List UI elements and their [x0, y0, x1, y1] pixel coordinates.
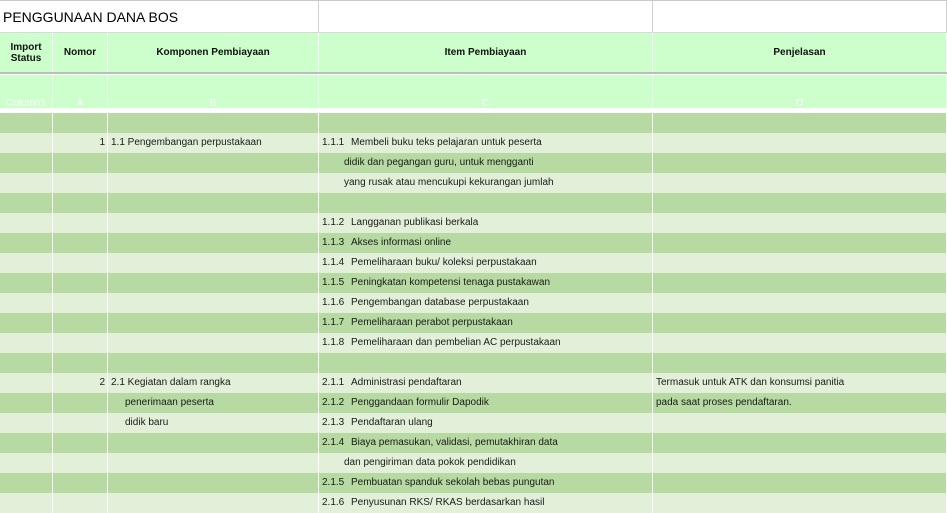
cell-item[interactable] [319, 473, 653, 493]
cell-nomor[interactable] [53, 233, 108, 253]
item-text: Langganan publikasi berkala [351, 217, 479, 228]
cell-penjelasan[interactable] [653, 333, 947, 353]
cell-penjelasan[interactable] [653, 113, 947, 133]
import-mapping-row [0, 75, 947, 108]
cell-penjelasan[interactable] [653, 433, 947, 453]
header-penjelasan[interactable]: Penjelasan [653, 33, 947, 72]
cell-import-status[interactable] [0, 333, 53, 353]
cell-item[interactable] [319, 273, 653, 293]
item-text: Pengembangan database perpustakaan [351, 297, 529, 308]
cell-komponen[interactable] [108, 313, 319, 333]
item-text: dan pengiriman data pokok pendidikan [344, 457, 516, 468]
cell-penjelasan[interactable] [653, 253, 947, 273]
komponen-text: 1.1 Pengembangan perpustakaan [111, 137, 262, 148]
item-content [322, 417, 433, 428]
cell-import-status[interactable] [0, 393, 53, 413]
cell-import-status[interactable] [0, 433, 53, 453]
item-number: 1.1.4 [322, 257, 345, 268]
header-item[interactable]: Item Pembiayaan [319, 33, 653, 72]
title-cell-empty[interactable] [653, 1, 947, 32]
cell-import-status[interactable] [0, 313, 53, 333]
cell-penjelasan[interactable] [653, 133, 947, 153]
item-text: Pembuatan spanduk sekolah bebas pungutan [351, 477, 555, 488]
cell-komponen[interactable] [108, 373, 319, 393]
cell-item[interactable] [319, 133, 653, 153]
cell-import-status[interactable] [0, 213, 53, 233]
cell-penjelasan[interactable]: Termasuk untuk ATK dan konsumsi panitia [653, 373, 947, 393]
cell-item[interactable] [319, 293, 653, 313]
table-row [0, 253, 947, 273]
item-number: 2.1.1 [322, 377, 345, 388]
item-content [322, 237, 451, 248]
item-content [322, 257, 537, 268]
header-import-status[interactable]: Import Status [0, 33, 53, 72]
table-row [0, 313, 947, 333]
table-row [0, 453, 947, 473]
table-row [0, 333, 947, 353]
cell-penjelasan[interactable] [653, 213, 947, 233]
cell-komponen[interactable] [108, 413, 319, 433]
cell-nomor[interactable] [53, 393, 108, 413]
item-number: 1.1.2 [322, 217, 345, 228]
cell-import-status[interactable] [0, 293, 53, 313]
cell-penjelasan[interactable] [653, 453, 947, 473]
table-row [0, 433, 947, 453]
cell-komponen[interactable] [108, 353, 319, 373]
cell-penjelasan[interactable] [653, 193, 947, 213]
table-row [0, 233, 947, 253]
cell-nomor[interactable] [53, 253, 108, 273]
table-row [0, 173, 947, 193]
cell-import-status[interactable] [0, 373, 53, 393]
cell-nomor[interactable] [53, 273, 108, 293]
cell-nomor[interactable] [53, 353, 108, 373]
cell-nomor[interactable] [53, 453, 108, 473]
cell-komponen[interactable] [108, 273, 319, 293]
cell-item[interactable] [319, 153, 653, 173]
cell-item[interactable] [319, 253, 653, 273]
item-number: 2.1.2 [322, 397, 345, 408]
item-number: 1.1.7 [322, 317, 345, 328]
cell-import-status[interactable] [0, 113, 53, 133]
title-cell[interactable] [0, 1, 319, 32]
cell-nomor[interactable] [53, 473, 108, 493]
item-text: Penyusunan RKS/ RKAS berdasarkan hasil [351, 497, 545, 508]
item-text: Penggandaan formulir Dapodik [351, 397, 489, 408]
cell-komponen[interactable] [108, 173, 319, 193]
import-col-d[interactable]: D [653, 75, 947, 108]
cell-komponen[interactable] [108, 113, 319, 133]
cell-nomor[interactable] [53, 153, 108, 173]
cell-import-status[interactable] [0, 253, 53, 273]
table-row [0, 133, 947, 153]
item-content [322, 157, 534, 168]
item-content [322, 277, 550, 288]
item-text: Membeli buku teks pelajaran untuk peserta [351, 137, 542, 148]
cell-nomor[interactable] [53, 333, 108, 353]
cell-import-status[interactable] [0, 353, 53, 373]
item-number: 2.1.5 [322, 477, 345, 488]
import-col-c[interactable]: C [319, 75, 653, 108]
cell-komponen[interactable] [108, 193, 319, 213]
cell-item[interactable] [319, 393, 653, 413]
cell-import-status[interactable] [0, 173, 53, 193]
cell-item[interactable] [319, 313, 653, 333]
item-number: 1.1.3 [322, 237, 345, 248]
sheet-title: PENGGUNAAN DANA BOS [3, 9, 179, 25]
cell-nomor[interactable] [53, 433, 108, 453]
item-content [322, 457, 516, 468]
item-number: 2.1.3 [322, 417, 345, 428]
item-content [322, 437, 558, 448]
cell-item[interactable] [319, 333, 653, 353]
cell-item[interactable] [319, 213, 653, 233]
cell-import-status[interactable] [0, 233, 53, 253]
table-row [0, 353, 947, 373]
table-row [0, 193, 947, 213]
item-text: Pemeliharaan dan pembelian AC perpustakaan [351, 337, 561, 348]
cell-penjelasan[interactable] [653, 313, 947, 333]
item-number: 1.1.6 [322, 297, 345, 308]
item-text: Pemeliharaan buku/ koleksi perpustakaan [351, 257, 537, 268]
cell-nomor[interactable] [53, 313, 108, 333]
cell-import-status[interactable] [0, 193, 53, 213]
table-row [0, 373, 947, 393]
cell-import-status[interactable] [0, 473, 53, 493]
item-content [322, 337, 561, 348]
item-content [322, 497, 544, 508]
cell-import-status[interactable] [0, 273, 53, 293]
cell-penjelasan[interactable] [653, 153, 947, 173]
item-text: Pemeliharaan perabot perpustakaan [351, 317, 513, 328]
cell-nomor[interactable] [53, 213, 108, 233]
cell-import-status[interactable] [0, 133, 53, 153]
item-content [322, 217, 478, 228]
item-text: Peningkatan kompetensi tenaga pustakawan [351, 277, 551, 288]
cell-import-status[interactable] [0, 153, 53, 173]
cell-nomor[interactable] [53, 493, 108, 513]
item-text: Akses informasi online [351, 237, 452, 248]
komponen-text: 2.1 Kegiatan dalam rangka [111, 377, 231, 388]
table-row [0, 213, 947, 233]
item-text: yang rusak atau mencukupi kekurangan jumlah [344, 177, 554, 188]
item-text: Biaya pemasukan, validasi, pemutakhiran data [351, 437, 558, 448]
item-content [322, 297, 529, 308]
item-text: Administrasi pendaftaran [351, 377, 462, 388]
cell-penjelasan[interactable] [653, 473, 947, 493]
cell-nomor[interactable] [53, 293, 108, 313]
cell-komponen[interactable] [108, 253, 319, 273]
cell-komponen[interactable] [108, 453, 319, 473]
cell-import-status[interactable] [0, 493, 53, 513]
cell-item[interactable] [319, 373, 653, 393]
cell-item[interactable] [319, 113, 653, 133]
import-col-a[interactable]: A [53, 75, 108, 108]
cell-nomor[interactable]: 2 [53, 373, 108, 393]
table-row [0, 153, 947, 173]
cell-komponen[interactable] [108, 333, 319, 353]
item-number: 1.1.5 [322, 277, 345, 288]
cell-nomor[interactable] [53, 193, 108, 213]
item-text: didik dan pegangan guru, untuk mengganti [344, 157, 534, 168]
cell-item[interactable] [319, 353, 653, 373]
cell-nomor[interactable] [53, 173, 108, 193]
item-content [322, 137, 542, 148]
item-content [322, 477, 555, 488]
cell-item[interactable] [319, 193, 653, 213]
import-col-column1[interactable]: Column1 [0, 75, 53, 108]
table-row [0, 413, 947, 433]
cell-nomor[interactable] [53, 113, 108, 133]
item-number: 2.1.4 [322, 437, 345, 448]
cell-komponen[interactable] [108, 473, 319, 493]
cell-item[interactable] [319, 453, 653, 473]
table-row [0, 293, 947, 313]
cell-penjelasan[interactable]: pada saat proses pendaftaran. [653, 393, 947, 413]
item-content [322, 317, 513, 328]
cell-item[interactable] [319, 433, 653, 453]
cell-import-status[interactable] [0, 413, 53, 433]
title-cell-empty[interactable] [319, 1, 653, 32]
cell-komponen[interactable] [108, 433, 319, 453]
cell-komponen[interactable] [108, 293, 319, 313]
cell-komponen[interactable] [108, 133, 319, 153]
header-komponen[interactable]: Komponen Pembiayaan [108, 33, 319, 72]
item-number: 2.1.6 [322, 497, 345, 508]
import-col-b[interactable]: B [108, 75, 319, 108]
cell-penjelasan[interactable] [653, 293, 947, 313]
table-row [0, 393, 947, 413]
table-row [0, 473, 947, 493]
komponen-text: didik baru [125, 417, 169, 428]
item-text: Pendaftaran ulang [351, 417, 433, 428]
cell-item[interactable] [319, 413, 653, 433]
header-row [0, 33, 947, 74]
cell-komponen[interactable] [108, 393, 319, 413]
item-number: 1.1.8 [322, 337, 345, 348]
cell-komponen[interactable] [108, 213, 319, 233]
cell-penjelasan[interactable] [653, 413, 947, 433]
cell-penjelasan[interactable] [653, 273, 947, 293]
table-row [0, 493, 947, 513]
cell-penjelasan[interactable] [653, 493, 947, 513]
cell-penjelasan[interactable] [653, 233, 947, 253]
table-row [0, 113, 947, 133]
item-content [322, 397, 489, 408]
cell-nomor[interactable]: 1 [53, 133, 108, 153]
cell-item[interactable] [319, 233, 653, 253]
item-content [322, 177, 554, 188]
cell-item[interactable] [319, 173, 653, 193]
cell-import-status[interactable] [0, 453, 53, 473]
cell-penjelasan[interactable] [653, 173, 947, 193]
cell-item[interactable] [319, 493, 653, 513]
cell-penjelasan[interactable] [653, 353, 947, 373]
cell-komponen[interactable] [108, 493, 319, 513]
item-content [322, 377, 462, 388]
cell-nomor[interactable] [53, 413, 108, 433]
item-number: 1.1.1 [322, 137, 345, 148]
table-row [0, 273, 947, 293]
cell-komponen[interactable] [108, 233, 319, 253]
komponen-text: penerimaan peserta [125, 397, 214, 408]
cell-komponen[interactable] [108, 153, 319, 173]
header-nomor[interactable]: Nomor [53, 33, 108, 72]
title-row [0, 0, 947, 33]
